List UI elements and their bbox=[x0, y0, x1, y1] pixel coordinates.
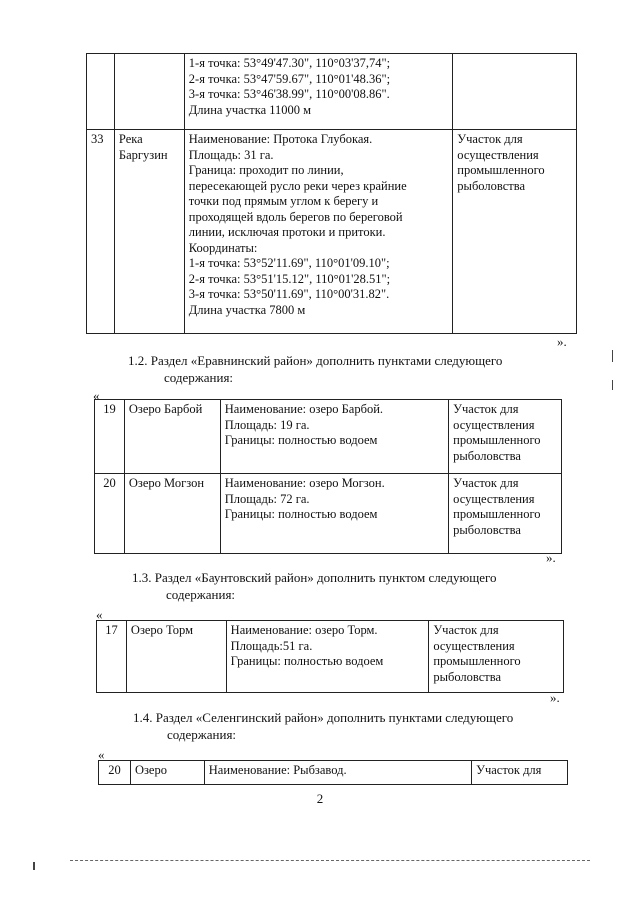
cell-name bbox=[124, 474, 220, 554]
cell-line: Границы: полностью водоем bbox=[230, 654, 384, 668]
close-quote: ». bbox=[546, 550, 556, 565]
cell-line: Река bbox=[118, 132, 143, 146]
cell-line: 2-я точка: 53°47'59.67", 110°01'48.36"; bbox=[188, 71, 391, 86]
table-row bbox=[97, 621, 564, 693]
cell-line: Границы: полностью водоем bbox=[224, 433, 378, 447]
open-quote: « bbox=[93, 388, 100, 403]
cell-desc bbox=[204, 761, 471, 785]
cell-line: Площадь: 31 га. bbox=[188, 147, 274, 162]
cell-line: 17 bbox=[105, 623, 118, 637]
heading-line: содержания: bbox=[164, 370, 234, 385]
heading-line: 1.3. Раздел «Баунтовский район» дополнить пунктом следующего bbox=[132, 570, 497, 585]
cell-line: Границы: полностью водоем bbox=[224, 507, 378, 521]
section-heading bbox=[132, 569, 497, 603]
cell-line: 3-я точка: 53°50'11.69", 110°00'31.82". bbox=[188, 287, 390, 301]
table-section-1-2 bbox=[94, 399, 562, 554]
open-quote: « bbox=[98, 747, 105, 762]
scan-artifact bbox=[33, 862, 35, 870]
cell-num bbox=[95, 474, 125, 554]
cell-line: Участок для bbox=[476, 763, 542, 777]
heading-line: содержания: bbox=[166, 587, 236, 602]
cell-line: точки под прямым углом к берегу и bbox=[188, 194, 379, 208]
cell-purpose bbox=[472, 761, 568, 785]
cell-line: промышленного bbox=[433, 654, 521, 668]
cell-desc bbox=[184, 54, 453, 130]
cell-name bbox=[126, 621, 226, 693]
cell-line: Наименование: Рыбзавод. bbox=[208, 763, 347, 777]
cell-line: Координаты: bbox=[188, 240, 258, 255]
cell-line: промышленного bbox=[457, 163, 545, 177]
scan-artifact bbox=[612, 380, 613, 390]
cell-num bbox=[97, 621, 127, 693]
cell-line: осуществления bbox=[433, 638, 515, 653]
cell-line: проходящей вдоль берегов по береговой bbox=[188, 209, 403, 224]
cell-line: 20 bbox=[103, 476, 116, 490]
table-section-1-3 bbox=[96, 620, 564, 693]
cell-line: рыболовства bbox=[457, 178, 526, 193]
cell-line: осуществления bbox=[453, 491, 535, 506]
cell-purpose bbox=[453, 130, 577, 334]
close-quote: ». bbox=[550, 690, 560, 705]
cell-purpose bbox=[429, 621, 564, 693]
cell-desc bbox=[220, 474, 448, 554]
cell-line: Баргузин bbox=[118, 147, 168, 162]
cell-line: осуществления bbox=[453, 417, 535, 432]
cell-line: Озеро Торм bbox=[130, 623, 193, 637]
cell-line: 33 bbox=[91, 132, 104, 146]
cell-line: Наименование: Протока Глубокая. bbox=[188, 132, 373, 146]
cell-line: рыболовства bbox=[453, 522, 521, 537]
cell-line: Граница: проходит по линии, bbox=[188, 163, 344, 177]
cell-purpose bbox=[453, 54, 577, 130]
cell-line: Длина участка 11000 м bbox=[188, 102, 312, 117]
cell-line: линии, исключая протоки и притоки. bbox=[188, 225, 386, 239]
cell-line: 20 bbox=[108, 763, 121, 777]
scan-artifact bbox=[612, 350, 613, 362]
section-heading bbox=[133, 709, 513, 743]
cell-line: промышленного bbox=[453, 433, 541, 447]
cell-purpose bbox=[449, 474, 562, 554]
table-row bbox=[87, 130, 577, 334]
cell-desc bbox=[184, 130, 453, 334]
cell-line: Участок для bbox=[453, 402, 519, 416]
cell-name bbox=[114, 130, 184, 334]
cell-num bbox=[87, 54, 115, 130]
table-row bbox=[87, 54, 577, 130]
cell-line: Участок для bbox=[453, 476, 519, 490]
scan-artifact bbox=[70, 860, 590, 862]
cell-line: 1-я точка: 53°49'47.30", 110°03'37,74"; bbox=[188, 56, 391, 70]
cell-line: 2-я точка: 53°51'15.12", 110°01'28.51"; bbox=[188, 271, 391, 286]
cell-line: рыболовства bbox=[453, 448, 521, 463]
cell-num bbox=[87, 130, 115, 334]
table-row bbox=[99, 761, 568, 785]
cell-num bbox=[95, 400, 125, 474]
cell-line: 1-я точка: 53°52'11.69", 110°01'09.10"; bbox=[188, 256, 390, 270]
cell-name bbox=[130, 761, 204, 785]
cell-line: Площадь: 72 га. bbox=[224, 491, 310, 506]
cell-line: Наименование: озеро Могзон. bbox=[224, 476, 385, 490]
cell-line: Озеро Барбой bbox=[128, 402, 203, 416]
cell-purpose bbox=[449, 400, 562, 474]
cell-line: Участок для bbox=[433, 623, 499, 637]
heading-line: 1.2. Раздел «Еравнинский район» дополнить пунктами следующего bbox=[128, 353, 503, 368]
cell-line: рыболовства bbox=[433, 669, 502, 684]
cell-line: Наименование: озеро Барбой. bbox=[224, 402, 384, 416]
cell-line: Длина участка 7800 м bbox=[188, 302, 306, 317]
open-quote: « bbox=[96, 607, 103, 622]
table-section-1-4 bbox=[98, 760, 568, 785]
close-quote: ». bbox=[557, 334, 567, 349]
heading-line: содержания: bbox=[167, 727, 237, 742]
cell-line: Площадь: 19 га. bbox=[224, 417, 310, 432]
cell-line: пересекающей русло реки через крайние bbox=[188, 178, 407, 193]
table-row bbox=[95, 400, 562, 474]
table-row bbox=[95, 474, 562, 554]
cell-name bbox=[114, 54, 184, 130]
cell-line: Площадь:51 га. bbox=[230, 638, 313, 653]
heading-line: 1.4. Раздел «Селенгинский район» дополнить пунктами следующего bbox=[133, 710, 514, 725]
cell-line: Наименование: озеро Торм. bbox=[230, 623, 378, 637]
cell-line: 19 bbox=[103, 402, 116, 416]
cell-line: 3-я точка: 53°46'38.99", 110°00'08.86". bbox=[188, 87, 390, 101]
cell-desc bbox=[220, 400, 448, 474]
cell-line: Озеро bbox=[134, 763, 167, 777]
page-number: 2 bbox=[316, 791, 324, 806]
section-heading bbox=[128, 352, 502, 386]
cell-line: осуществления bbox=[457, 147, 539, 162]
cell-line: Озеро Могзон bbox=[128, 476, 205, 490]
cell-line: промышленного bbox=[453, 507, 541, 521]
cell-num bbox=[99, 761, 131, 785]
cell-line: Участок для bbox=[457, 132, 523, 146]
cell-name bbox=[124, 400, 220, 474]
table-top bbox=[86, 53, 577, 334]
cell-desc bbox=[226, 621, 429, 693]
